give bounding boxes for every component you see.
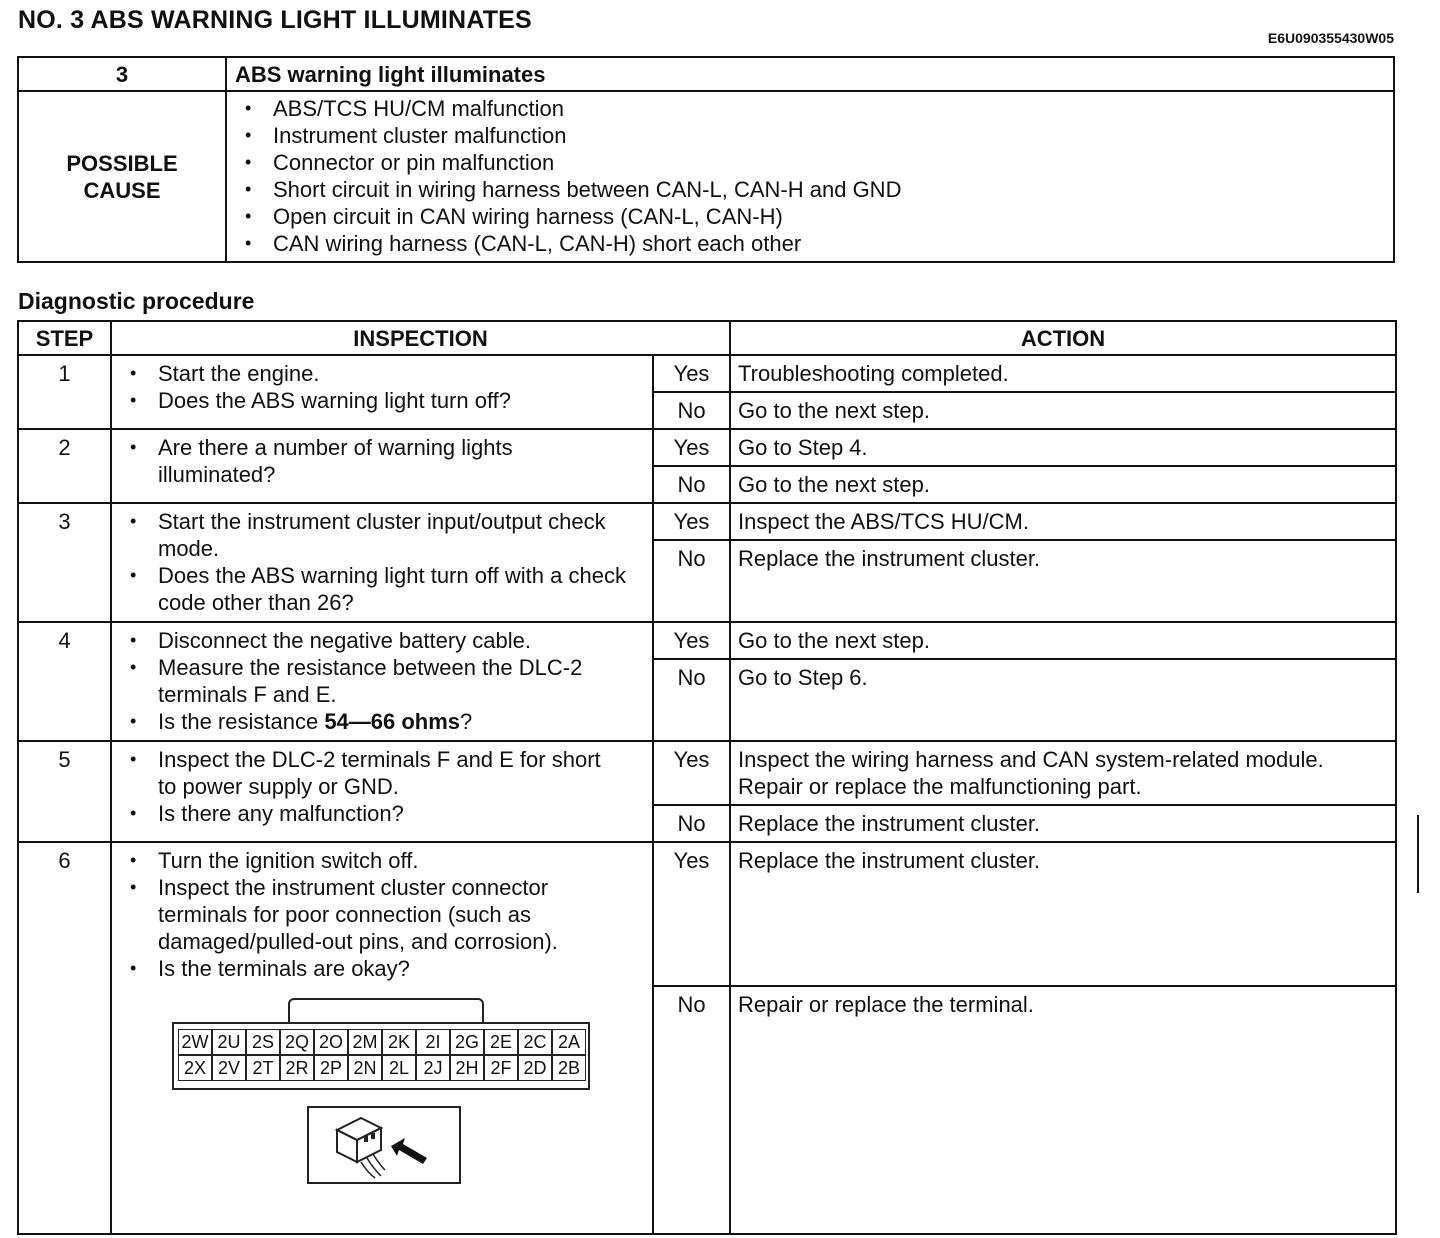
pin-label: 2W — [178, 1029, 212, 1055]
connector-latch — [288, 998, 484, 1024]
pin-label: 2D — [518, 1055, 552, 1081]
connector-diagram — [112, 982, 652, 1212]
step-inspection — [111, 429, 653, 503]
procedure-title: Diagnostic procedure — [18, 288, 255, 314]
yes-action: Troubleshooting completed. — [730, 355, 1396, 392]
step-number: 5 — [18, 741, 111, 842]
pin-label: 2J — [416, 1055, 450, 1081]
inspection-item: • Are there a number of warning lights illuminated? — [112, 434, 592, 488]
no-label: No — [653, 986, 730, 1234]
cause-item: • Short circuit in wiring harness between CAN-L, CAN-H and GND — [227, 176, 1393, 203]
cause-item: • CAN wiring harness (CAN-L, CAN-H) short each other — [227, 230, 1393, 257]
yes-action-line1: Inspect the wiring harness and CAN system-related module. — [738, 747, 1324, 772]
yes-label: Yes — [653, 355, 730, 392]
inspection-item — [112, 708, 646, 735]
pin-label: 2R — [280, 1055, 314, 1081]
pin-label: 2Q — [280, 1029, 314, 1055]
no-label: No — [653, 805, 730, 842]
no-label: No — [653, 659, 730, 741]
possible-cause-label — [18, 91, 226, 262]
no-action: Go to the next step. — [730, 466, 1396, 503]
inspection-item: • Measure the resistance between the DLC-2 terminals F and E. — [112, 654, 646, 708]
pin-label: 2N — [348, 1055, 382, 1081]
pin-label: 2H — [450, 1055, 484, 1081]
no-label: No — [653, 466, 730, 503]
no-action: Repair or replace the terminal. — [730, 986, 1396, 1234]
pin-label: 2K — [382, 1029, 416, 1055]
step-inspection — [111, 622, 653, 741]
pin-label: 2L — [382, 1055, 416, 1081]
possible-cause-table — [17, 56, 1395, 263]
no-label: No — [653, 540, 730, 622]
pin-label: 2O — [314, 1029, 348, 1055]
connector-location-illustration — [307, 1106, 461, 1184]
inspection-item: • Turn the ignition switch off. — [112, 847, 622, 874]
no-action: Go to Step 6. — [730, 659, 1396, 741]
pin-label: 2T — [246, 1055, 280, 1081]
pin-label: 2B — [552, 1055, 586, 1081]
inspection-item: • Is the terminals are okay? — [112, 955, 622, 982]
no-action: Replace the instrument cluster. — [730, 540, 1396, 622]
inspection-item: • Is there any malfunction? — [112, 800, 622, 827]
cause-item: • Connector or pin malfunction — [227, 149, 1393, 176]
pin-label: 2A — [552, 1029, 586, 1055]
yes-label: Yes — [653, 741, 730, 805]
trouble-number: 3 — [18, 57, 226, 91]
yes-label: Yes — [653, 622, 730, 659]
possible-cause-label-line2: CAUSE — [83, 177, 161, 203]
inspection-item: • Disconnect the negative battery cable. — [112, 627, 646, 654]
pin-label: 2F — [484, 1055, 518, 1081]
header-inspection: INSPECTION — [111, 321, 730, 355]
pin-label: 2G — [450, 1029, 484, 1055]
pin-label: 2P — [314, 1055, 348, 1081]
pin-label: 2I — [416, 1029, 450, 1055]
margin-bar — [1417, 815, 1419, 893]
connector-outline — [172, 1022, 590, 1090]
inspection-question-end: ? — [460, 709, 473, 734]
inspection-item: • Does the ABS warning light turn off? — [112, 387, 652, 414]
header-step: STEP — [18, 321, 111, 355]
possible-cause-list — [226, 91, 1394, 262]
inspection-item: • Start the engine. — [112, 360, 652, 387]
connector-pin-grid — [178, 1029, 586, 1081]
no-label: No — [653, 392, 730, 429]
yes-action — [730, 741, 1396, 805]
step-number: 4 — [18, 622, 111, 741]
step-number: 3 — [18, 503, 111, 622]
yes-action: Inspect the ABS/TCS HU/CM. — [730, 503, 1396, 540]
pin-label: 2E — [484, 1029, 518, 1055]
yes-label: Yes — [653, 503, 730, 540]
pin-label: 2U — [212, 1029, 246, 1055]
connector-arrow-icon — [309, 1108, 459, 1182]
yes-action: Replace the instrument cluster. — [730, 842, 1396, 986]
possible-cause-label-line1: POSSIBLE — [66, 150, 178, 176]
cause-item: • Open circuit in CAN wiring harness (CAN-L, CAN-H) — [227, 203, 1393, 230]
diagnostic-procedure-table — [17, 320, 1397, 1235]
yes-label: Yes — [653, 429, 730, 466]
step-number: 1 — [18, 355, 111, 429]
yes-action-line2: Repair or replace the malfunctioning part. — [738, 774, 1142, 799]
trouble-heading: ABS warning light illuminates — [226, 57, 1394, 91]
step-number: 2 — [18, 429, 111, 503]
pin-label: 2M — [348, 1029, 382, 1055]
page-title: NO. 3 ABS WARNING LIGHT ILLUMINATES — [18, 6, 532, 34]
inspection-item: • Does the ABS warning light turn off with a check code other than 26? — [112, 562, 632, 616]
header-action: ACTION — [730, 321, 1396, 355]
pin-label: 2C — [518, 1029, 552, 1055]
inspection-item: • Inspect the DLC-2 terminals F and E for short to power supply or GND. — [112, 746, 622, 800]
pin-label: 2V — [212, 1055, 246, 1081]
yes-action: Go to Step 4. — [730, 429, 1396, 466]
resistance-spec: 54—66 ohms — [324, 709, 461, 734]
step-inspection — [111, 355, 653, 429]
yes-action: Go to the next step. — [730, 622, 1396, 659]
inspection-item: • Inspect the instrument cluster connector terminals for poor connection (such as damaged/pulled-out pins, and corrosion). — [112, 874, 622, 955]
pin-label: 2X — [178, 1055, 212, 1081]
step-number: 6 — [18, 842, 111, 1234]
cause-item: • ABS/TCS HU/CM malfunction — [227, 95, 1393, 122]
inspection-question-text: Is the resistance — [158, 709, 325, 734]
cause-item: • Instrument cluster malfunction — [227, 122, 1393, 149]
step-inspection — [111, 741, 653, 842]
document-id: E6U090355430W05 — [1267, 30, 1394, 46]
step-inspection — [111, 503, 653, 622]
no-action: Replace the instrument cluster. — [730, 805, 1396, 842]
yes-label: Yes — [653, 842, 730, 986]
step-inspection — [111, 842, 653, 1234]
inspection-item: • Start the instrument cluster input/output check mode. — [112, 508, 632, 562]
pin-label: 2S — [246, 1029, 280, 1055]
no-action: Go to the next step. — [730, 392, 1396, 429]
